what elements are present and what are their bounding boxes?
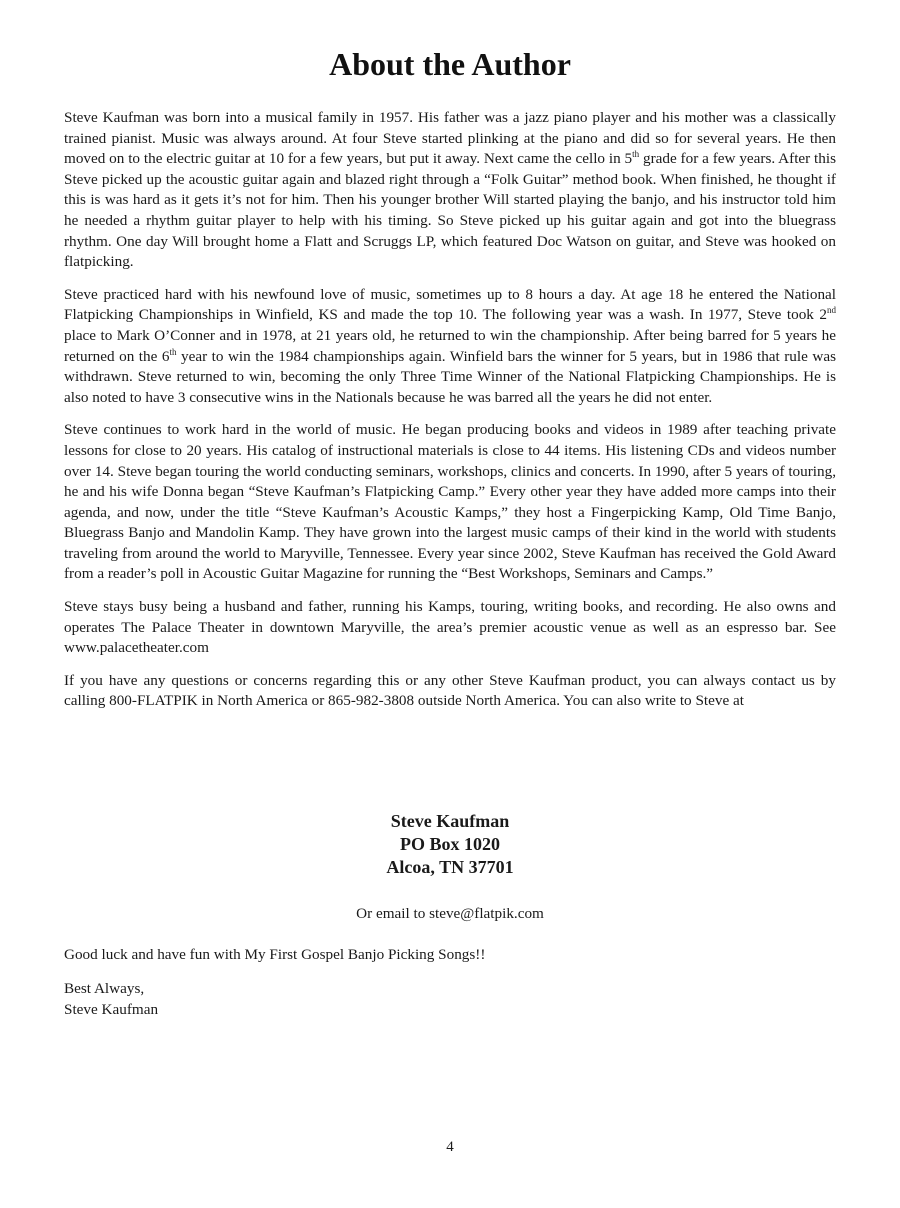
bio-paragraph-personal: Steve stays busy being a husband and father, running his Kamps, touring, writing books, and recording. He also owns and operates The Palace Theater in downtown Maryville, the area’s premier acoustic venue as well as an espresso bar. See www.palacetheater.com bbox=[64, 598, 836, 657]
signoff-name: Steve Kaufman bbox=[64, 1000, 159, 1018]
bio-paragraph-early-life-text-b: grade for a few years. After this Steve picked up the acoustic guitar again and blazed right through a “Folk Guitar” method book. When finished, he thought if this is was hard as it gets it’s not for him. Then his younger brother Will started playing the banjo, and his instructor told him he needed a rhythm guitar player to help with his timing. So Steve picked up his guitar again and got into the bluegrass rhythm. One day Will brought home a Flatt and Scruggs LP, which featured Doc Watson on guitar, and Steve was hooked on flatpicking. bbox=[64, 150, 836, 271]
bio-paragraph-early-life bbox=[64, 108, 836, 273]
bio-paragraph-championships bbox=[64, 285, 836, 409]
address-po-box: PO Box 1020 bbox=[399, 834, 500, 854]
ordinal-suffix: th bbox=[169, 346, 177, 357]
page-number: 4 bbox=[446, 1139, 454, 1155]
author-bio bbox=[64, 108, 836, 724]
ordinal-suffix: th bbox=[632, 149, 640, 160]
bio-paragraph-early-life-text-a: Steve Kaufman was born into a musical family in 1957. His father was a jazz piano player and his mother was a classically trained pianist. Music was always around. At four Steve started plinking at the piano and did so for several years. He then moved on to the electric guitar at 10 for a few years, but put it away. Next came the cello in 5 bbox=[64, 109, 836, 168]
email-line: Or email to steve@flatpik.com bbox=[356, 905, 544, 922]
signoff bbox=[64, 979, 464, 1020]
address-name: Steve Kaufman bbox=[390, 811, 510, 831]
page-title: About the Author bbox=[329, 46, 571, 82]
mailing-address bbox=[0, 810, 900, 879]
bio-paragraph-career: Steve continues to work hard in the world of music. He began producing books and videos in 1989 after teaching private lessons for close to 20 years. His catalog of instructional materials is close to 44 items. His listening CDs and videos number over 14. Steve began touring the world conducting seminars, workshops, clinics and concerts. In 1990, after 5 years of touring, he and his wife Donna began “Steve Kaufman’s Flatpicking Camp.” Every other year they have added more camps into their agenda, and now, under the title “Steve Kaufman’s Acoustic Kamps,” they host a Fingerpicking Kamp, Old Time Banjo, Bluegrass Banjo and Mandolin Kamp. They have grown into the largest music camps of their kind in the world with students traveling from around the world to Maryville, Tennessee. Every year since 2002, Steve Kaufman has received the Gold Award from a reader’s poll in Acoustic Guitar Magazine for running the “Best Workshops, Seminars and Camps.” bbox=[64, 421, 836, 583]
address-city: Alcoa, TN 37701 bbox=[386, 857, 514, 877]
signoff-greeting: Best Always, bbox=[64, 980, 145, 997]
bio-paragraph-championships-text-b: place to Mark O’Conner and in 1978, at 21 years old, he returned to win the championship. After being barred for 5 years he returned on the 6 bbox=[64, 326, 836, 365]
ordinal-suffix: nd bbox=[827, 305, 836, 316]
bio-paragraph-contact: If you have any questions or concerns regarding this or any other Steve Kaufman product, you can always contact us by calling 800-FLATPIK in North America or 865-982-3808 outside North America. You can also write to Steve at bbox=[64, 671, 836, 710]
closing-line: Good luck and have fun with My First Gospel Banjo Picking Songs!! bbox=[64, 946, 486, 963]
bio-paragraph-championships-text-a: Steve practiced hard with his newfound love of music, sometimes up to 8 hours a day. At age 18 he entered the National Flatpicking Championships in Winfield, KS and made the top 10. The following year was a wash. In 1977, Steve took 2 bbox=[64, 285, 836, 324]
bio-paragraph-championships-text-c: year to win the 1984 championships again. Winfield bars the winner for 5 years, but in 1986 that rule was withdrawn. Steve returned to win, becoming the only Three Time Winner of the National Flatpicking Championships. He is also noted to have 3 consecutive wins in the Nationals because he was barred all the years he did not enter. bbox=[64, 347, 836, 406]
